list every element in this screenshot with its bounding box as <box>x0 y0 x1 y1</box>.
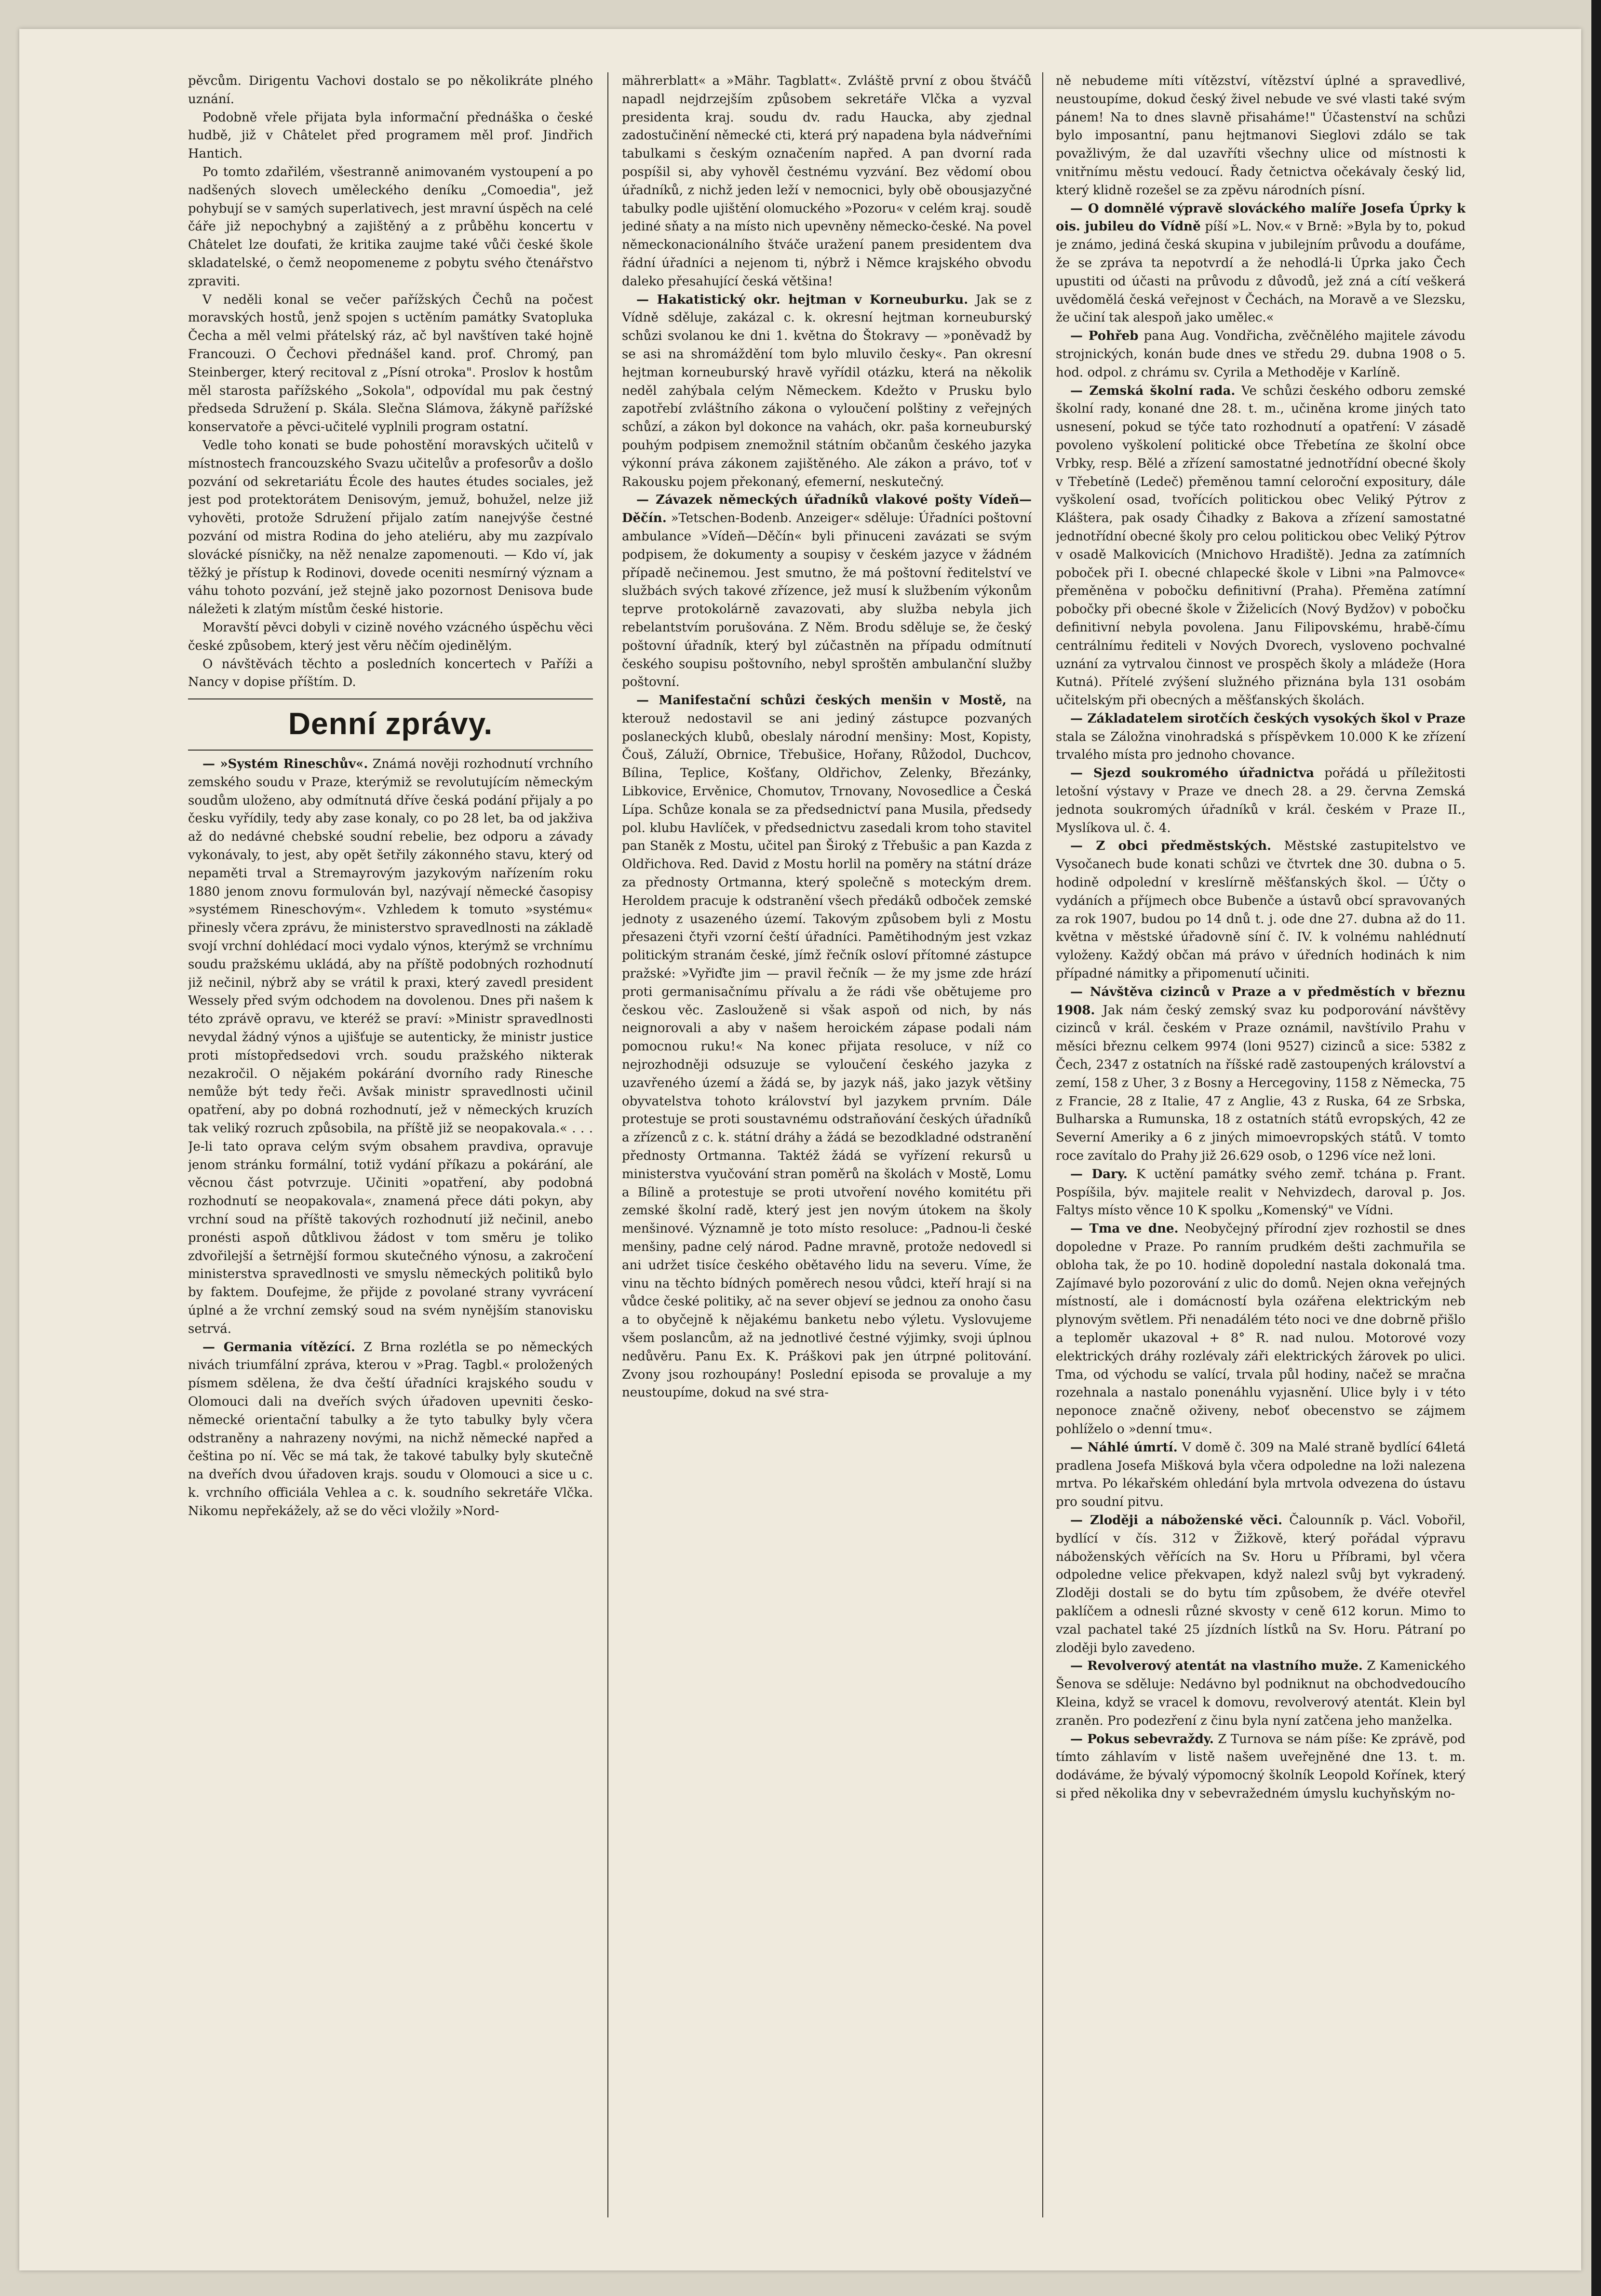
author-signature: D. <box>342 675 356 690</box>
article-body: K uctění památky svého zemř. tchána p. Frant. Pospíšila, býv. majitele realit v Nehvizdech, daroval p. Jos. Faltys místo věnce 10 K spolku „Komenský" ve Vídni. <box>1056 1167 1466 1218</box>
paragraph: V neděli konal se večer pařížských Čechů na počest moravských hostů, jenž spojen s uctěním památky Svatopluka Čecha a měl velmi přátelský ráz, ač byl navštíven také hojně Francouzi. O Čechovi přednášel kand. prof. Chromý, pan Steinberger, který recitoval z „Písní otroka". Proslov k hostům měl starosta pařížského „Sokola", odpovídal mu pak čestný předseda Sdružení p. Skála. Slečna Slámova, žákyně pařížské konservatoře a pěvci-učitelé vyplnili program ostatní. <box>188 292 593 435</box>
article <box>1056 765 1466 837</box>
article <box>188 755 593 1339</box>
article <box>1056 710 1466 765</box>
article-body: píší »L. Nov.« v Brně: »Byla by to, pokud je známo, jediná česká skupina v jubilejním průvodu a doufáme, že se zpráva ta nepotvrdí a že nehodlá-li Úprka jako Čech upustiti od účasti na průvodu z důvodů, jež zná a cítí veškerá uvědomělá česká veřejnost v Čechách, na Moravě a ve Slezsku, že učiní tak alespoň jako umělec.« <box>1056 219 1466 325</box>
binding-edge <box>1591 0 1601 2296</box>
article-body: Z Brna rozlétla se po německých nivách triumfální zpráva, kterou v »Prag. Tagbl.« proložených písmem sdělena, že dva čeští úřadníci krajského soudu v Olomouci dali na dveřích svých úřadoven upevniti česko-německé orientační tabulky a že tyto tabulky byly včera odstraněny a nahrazeny novými, na nichž německé napřed a čeština po ní. Věc se má tak, že takové tabulky byly skutečně na dveřích dvou úřadoven krajs. soudu v Olomouci a sice u c. k. vrchního officiála Vehlea a c. k. soudního sekretáře Vlčka. Nikomu nepřekážely, až se do věci vložily »Nord- <box>188 1340 593 1518</box>
column-divider <box>1042 72 1043 2217</box>
article <box>1056 1657 1466 1730</box>
article <box>1056 200 1466 328</box>
article-title: — Revolverový atentát na vlastního muže. <box>1070 1659 1363 1674</box>
article-body: V domě č. 309 na Malé straně bydlící 64letá pradlena Josefa Mišková byla včera odpoledne na loži nalezena mrtva. Po lékařském ohledání byla mrtvola odvezena do ústavu pro soudní pitvu. <box>1056 1440 1466 1510</box>
article-title: — Z obci předměstských. <box>1070 839 1272 854</box>
article-body: pana Aug. Vondřicha, zvěčnělého majitele závodu strojnických, konán bude dnes ve středu 29. dubna 1908 o 5. hod. odpol. z chrámu sv. Cyrila a Methoděje v Karlíně. <box>1056 329 1466 380</box>
article-title: — Základatelem sirotčích českých vysokých škol v Praze <box>1070 711 1466 726</box>
article-title: — Dary. <box>1070 1167 1128 1182</box>
article-title: — »Systém Rineschův«. <box>202 757 368 772</box>
article-body: Známá nověji rozhodnutí vrchního zemského soudu v Praze, kterýmiž se revolutujícím německým soudům uloženo, aby odmítnutá dříve česká podání přijaly a po česku vyřídily, tedy aby zase konaly, co po 28 let, ba od jakživa až do nedávné chebské soudní rebelie, bez odporu a závady vykonávaly, to jest, aby opět šetřily zákonného stavu, který od nepaměti trval a Stremayrovým jazykovým nařízením roku 1880 jenom znovu formulován byl, nazývají německé časopisy »systémem Rineschovým«. Vzhledem k tomuto »systému« přinesly včera zprávu, že ministerstvo spravedlnosti na základě svojí vrchní dohlédací moci vydalo výnos, kterýmž se vrchnímu soudu pražskému ukládá, aby na příště podobných rozhodnutí již nečinil, nýbrž aby se vrátil k praxi, který zavedl president Wessely před svým odchodem na dovolenou. Dnes při našem k této zprávě opravu, ve kteréž se praví: »Ministr spravedlnosti nevydal žádný výnos a ujišťuje se autenticky, že ministr justice proti místopředsedovi vrch. soudu pražského nikterak nezakročil. O nějakém pokárání dvorního rady Rinesche nemůže být tedy řeči. Avšak ministr spravedlnosti učinil opatření, aby po dobná rozhodnutí, jež v německých kruzích tak veliký rozruch způsobila, na příště již se neopakovala.« . . . Je-li tato oprava celým svým obsahem pravdiva, opravuje jenom stránku formální, totiž vydání příkazu a pokárání, ale věcnou část potvrzuje. Učiniti »opatření, aby podobná rozhodnutí se neopakovala«, znamená přece dáti pokyn, aby vrchní soud na příště takových rozhodnutí již nečinil, anebo pronésti aspoň důtklivou žádost v tom směru je toliko zdvořilejší a šetrnější formou skutečného výnosu, a zakročení ministerstva spravedlnosti ve smyslu německých politiků bylo by faktem. Doufejme, že přijde z povolané strany vyvrácení úplné a že vrchní zemský soud na svém nynějším stanovisku setrvá. <box>188 757 593 1336</box>
article-body: Ve schůzi českého odboru zemské školní rady, konané dne 28. t. m., učiněna krome jiných tato usnesení, pokud se týče tato rozhodnutí a opatření: V zásadě povoleno vyškolení politické obce Třebetína ze školní obce Vrbky, resp. Bělé a zřízení samostatné jednotřídní obecné školy v Třebetíně (Ledeč) přeměnou tamní celoroční expositury, dále vyškolení osad, tvořících politickou obec Veliký Pýtrov z Kláštera, pak osady Čihadky z Bakova a zřízení samostatné jednotřídní obecné školy pro celou politickou obec Veliký Pýtrov v osadě Malkovicích (Mnichovo Hradiště). Jedna za zatímních poboček při I. obecné chlapecké škole v Libni »na Palmovce« přeměněna v pobočku definitivní (Praha). Přeměna zatímní pobočky při obecné škole v Žiželicích (Nový Bydžov) v pobočku definitivní nebyla povolena. Janu Filipovskému, hrabě-čímu centrálnímu řediteli v Nových Dvorech, vysloveno pochvalné uznání za vytrvalou činnost ve prospěch školy a mládeže (Hora Kutná). Přítelé zvýšení služného přiznána byla 131 osobám učitelským při obecných a měšťanských školách. <box>1056 383 1466 708</box>
section-heading: Denní zprávy. <box>288 706 493 741</box>
paragraph: mährerblatt« a »Mähr. Tagblatt«. Zvláště první z obou štváčů napadl nejdrzejším způsobem sekretáře Vlčka a vyzval presidenta kraj. soudu dv. radu Haucka, aby zjednal zadostučinění německé cti, která prý napadena byla nádveřními tabulkami s českým označením napřed. A pan dvorní rada pospíšil si, aby vyhověl čestnému vyzvání. Bez vědomí obou úřadníků, z nichž jeden leží v nemocnici, byly obě obousjazyčné tabulky podle ujištění olomuckého »Pozoru« v celém kraj. soudě jediné sňaty a na místo nich upevněny německo-české. Na povel německonacionálního štváče uražení panem presidentem dva řádní úřadníci a nejenom ti, nýbrž i Němce krajského obvodu daleko přesahující česká většina! <box>622 74 1032 289</box>
paragraph-text: O návštěvách těchto a posledních koncertech v Paříži a Nancy v dopise příštím. <box>188 657 593 690</box>
column-2 <box>622 72 1032 2242</box>
article-title: — Náhlé úmrtí. <box>1070 1440 1178 1455</box>
article-title: — Návštěva cizinců v Praze a v předměstích v březnu 1908. <box>1056 984 1466 1018</box>
article-body: stala se Záložna vinohradská s příspěvkem 10.000 K ke zřízení trvalého místa pro jednoho chovance. <box>1056 729 1466 763</box>
article <box>622 491 1032 692</box>
section-rule <box>188 698 593 699</box>
article-body: Jak se z Vídně sděluje, zakázal c. k. okresní hejtman korneuburský schůzi svolanou ke dni 1. května do Štokravy — »poněvadž by se asi na shromáždění tom bylo mluvilo česky«. Pan okresní hejtman korneuburský hravě vyřídil otázku, která na několik neděl zahýbala celým Německem. Kdežto v Prusku bylo zapotřebí zvláštního zákona o vyloučení polštiny z veřejných schůzí, a zákon byl dokonce na vahách, okr. paša korneuburský pouhým podpisem znemožnil státním občanům českého jazyka výkonní práva zákonem zajištěného. Ale zákon a právo, toť v Rakousku pojem překonaný, efemerní, neskutečný. <box>622 292 1032 489</box>
article-title: — Germania vítězící. <box>202 1340 355 1355</box>
paragraph: Podobně vřele přijata byla informační přednáška o české hudbě, již v Châtelet před programem měl prof. Jindřich Hantich. <box>188 110 593 161</box>
article-body: »Tetschen-Bodenb. Anzeiger« sděluje: Úřadníci poštovní ambulance »Vídeň—Děčín« byli přinuceni zavázati se svým podpisem, že dokumenty a soupisy v českém jazyce v žádném případě nečinemou. Jest smutno, že má poštovní ředitelství ve službách svých takové zřízence, jež musí k službením výkonům teprve protokolárně zavazovati, aby služba nebyla jich rebelantstvím porušována. Z Něm. Brodu sděluje se, že český poštovní úřadník, který byl zúčastněn na případu odmítnutí českého soupisu poštovního, nebyl sproštěn ambulanční služby poštovní. <box>622 511 1032 690</box>
article <box>1056 1220 1466 1439</box>
article-title: — Manifestační schůzi českých menšin v Mostě, <box>636 693 1007 708</box>
article <box>1056 1731 1466 1803</box>
article <box>622 692 1032 1402</box>
article-title: — Sjezd soukromého úřadnictva <box>1070 766 1315 781</box>
article-title: — O domnělé výpravě slováckého malíře Josefa Úprky k ois. jubileu do Vídně <box>1056 201 1466 234</box>
column-3 <box>1056 72 1466 2242</box>
newspaper-page <box>19 29 1581 2270</box>
article <box>1056 837 1466 983</box>
article <box>1056 382 1466 710</box>
article <box>622 291 1032 492</box>
article-body: na kterouž nedostavil se ani jediný zástupce pozvaných poslaneckých klubů, obeslaly národní menšiny: Most, Kopisty, Čouš, Záluží, Obrnice, Třebušice, Hořany, Růžodol, Duchcov, Bílina, Teplice, Košťany, Oldřichov, Zelenky, Březánky, Libkovice, Ervěnice, Chomutov, Trnovany, Novosedlice a Česká Lípa. Schůze konala se za předsednictví pana Musila, předsedy pol. klubu Havlíček, v předsednictvu zasedali krom toho stavitel pan Staněk z Mostu, učitel pan Široký z Třebušic a pan Kazda z Oldřichova. Red. David z Mostu horlil na poměry na státní dráze za přednosty Ortmanna, který společně s moteckým drem. Heroldem pracuje k odstranění všech předáků odboček zemské jednoty z usazeného území. Takovým způsobem byli z Mostu přesazeni čtyři vzorní čeští úřadníci. Pamětihodným jest vzkaz politickým stranám české, jímž řečník osloví přítomné zástupce pražské: »Vyřiďte jim — pravil řečník — že my jsme zde hrází proti germanisačnímu přívalu a že rádi vše obětujeme pro českou věc. Zaslouženě si však aspoň od nich, by nás neignorovali a aby v našem heroickém zápase podali nám pomocnou ruku!« Na konec přijata resoluce, v níž co nejrozhodněji odsuzuje se vyloučení českého jazyka z uzavřeného území a žádá se, by jazyk náš, jako jazyk většiny obyvatelstva tohoto království byl jazykem prvním. Dále protestuje se proti soustavnému odstraňování českých úřadníků a zřízenců z c. k. státní dráhy a žádá se bezodkladné odstranění přednosty Ortmanna. Taktéž žádá se vyřízení rekursů u ministerstva vyučování stran poměrů na školách v Mostě, Lomu a Bílině a protestuje se proti utvoření nového komitétu při zemské školní radě, který jest jen novým útokem na školy menšinové. Významně je toto místo resoluce: „Padnou-li české menšiny, padne celý národ. Padne mravně, protože nedovedl si ani udržet tisíce českého obětavého lidu na severu. Víme, že vinu na těchto bídných poměrech nesou vůdci, kteří hrají si na vůdce české politiky, ač na sever objeví se jednou za onoho času a to obyčejně k nějakému banketu nebo výletu. Vyslovujeme všem poslancům, až na jednotlivé čestné výjimky, svoji úplnou nedůvěru. Panu Ex. K. Práškovi pak jen útrpné politování. Zvony jsou rozhoupány! Poslední episoda se provaluje a my neustoupíme, dokud na své stra- <box>622 693 1032 1400</box>
paragraph: pěvcům. Dirigentu Vachovi dostalo se po několikráte plného uznání. <box>188 74 593 107</box>
paragraph: ně nebudeme míti vítězství, vítězství úplné a spravedlivé, neustoupíme, dokud český živel nebude ve své vlasti také svým pánem! Na to dnes slavně přisaháme!" Účastenství na schůzi bylo imposantní, panu hejtmanovi Sieglovi zdálo se tak považlivým, že dal uzavříti všechny ulice od místnosti k vnitřnímu městu vedoucí. Řady četnictva očekávaly český lid, který klidně rozešel se za zpěvu národních písní. <box>1056 74 1466 198</box>
article-body: Z Turnova se nám píše: Ke zprávě, pod tímto záhlavím v listě našem uveřejněné dne 13. t. m. dodáváme, že bývalý výpomocný školník Leopold Kořínek, který si před několika dny v sebevražedném úmyslu kuchyňským no- <box>1056 1732 1466 1801</box>
column-divider <box>607 72 608 2217</box>
article-body: pořádá u příležitosti letošní výstavy v Praze ve dnech 28. a 29. června Zemská jednota soukromých úřadníků v král. českém v Praze II., Myslíkova ul. č. 4. <box>1056 766 1466 835</box>
article <box>1056 1439 1466 1512</box>
article-title: — Hakatistický okr. hejtman v Korneuburku. <box>636 292 969 307</box>
article-title: — Tma ve dne. <box>1070 1222 1179 1236</box>
column-1 <box>188 72 593 2242</box>
article-body: Městské zastupitelstvo ve Vysočanech bude konati schůzi ve čtvrtek dne 30. dubna o 5. hodině odpolední v kreslírně měšťanských škol. — Účty o vydáních a příjmech obce Bubenče a ústavů obcí spravovaných za rok 1907, budou po 14 dnů t. j. ode dne 27. dubna až do 11. května v městské úřadovně síní č. IV. k volnému nahlédnutí vyloženy. Každý občan má právo v úředních hodinách k nim případné námitky a připomenutí učiniti. <box>1056 839 1466 981</box>
article-body: Čalounník p. Václ. Vobořil, bydlící v čís. 312 v Žižkově, který pořádal výpravu náboženských věřících na Sv. Horu u Příbrami, byl včera odpoledne velice překvapen, když nalezl svůj byt vykradený. Zloději dostali se do bytu tím způsobem, že dvéře otevřel paklíčem a odnesli různé skvosty v ceně 612 korun. Mimo to vzal pachatel také 25 jízdních lístků na Sv. Horu. Pátraní po zloději bylo zavedeno. <box>1056 1513 1466 1655</box>
article-body: Jak nám český zemský svaz ku podporování návštěvy cizinců v král. českém v Praze oznámil, navštívilo Prahu v měsíci březnu celkem 9974 (loni 9527) cizinců a sice: 5382 z Čech, 2347 z ostatních na říšské radě zastoupených království a zemí, 158 z Uher, 3 z Bosny a Hercegoviny, 1158 z Německa, 75 z Francie, 28 z Italie, 47 z Anglie, 43 z Ruska, 64 ze Srbska, Bulharska a Rumunska, 18 z ostatních států evropských, 42 ze Severní Ameriky a 6 z jiných mimoevropských států. V tomto roce zavítalo do Prahy již 26.629 osob, o 1296 více než loni. <box>1056 1003 1466 1164</box>
article-title: — Zemská školní rada. <box>1070 383 1236 398</box>
article <box>1056 1166 1466 1220</box>
article <box>1056 1512 1466 1657</box>
article-body: Neobyčejný přírodní zjev rozhostil se dnes dopoledne v Praze. Po ranním prudkém dešti zachmuřila se obloha tak, že po 10. hodině dopolední nastala dokonalá tma. Zajímavé bylo pozorování z ulic do domů. Nejen okna veřejných místností, ale i domácností byla ozářena elektrickým neb plynovým světlem. Při nenadálém této noci ve dne dobrně přišlo a teploměr ukazoval + 8° R. nad nulou. Motorové vozy elektrických dráhy rozlévaly záři elektrických žárovek po ulici. Tma, od východu se valící, trvala půl hodiny, načež se mračna rozehnala a nastalo ponenáhlu vyjasnění. Ulice byly i v této neponoce značně oživeny, neboť obecenstvo se zájmem pohlíželo o »denní tmu«. <box>1056 1222 1466 1437</box>
paragraph: Moravští pěvci dobyli v cizině nového vzácného úspěchu věci české způsobem, který jest věru něčím ojedinělým. <box>188 620 593 653</box>
section-rule <box>188 750 593 751</box>
article-body: Z Kamenického Šenova se sděluje: Nedávno byl podniknut na obchodvedoucího Kleina, když se vracel k domovu, revolverový atentát. Klein byl zraněn. Pro podezření z činu byla nyní zatčena jeho manželka. <box>1056 1659 1466 1728</box>
paragraph: Vedle toho konati se bude pohostění moravských učitelů v místnostech francouzského Svazu učitelův a profesorův a došlo pozvání od sekretariátu École des hautes études sociales, jež jest pod protektorátem Denisovým, jemuž, bohužel, nelze již vyhověti, protože Sdružení přijalo zatím nanejvýše čestné pozvání od mistra Rodina do jeho ateliéru, aby mu zazpívalo slovácké písničky, na něž nenalze zapomenouti. — Kdo ví, jak těžký je přístup k Rodinovi, dovede oceniti nesmírný význam a váhu tohoto pozvání, jež stejně jako pozornost Denisova bude náležeti k zlatým místům české historie. <box>188 438 593 617</box>
paragraph: Po tomto zdařilém, všestranně animovaném vystoupení a po nadšených slovech uměleckého deníku „Comoedia", jež pohybují se v samých superlativech, jest mravní úspěch na celé čáře již nepochybný a zajištěný a z průběhu koncertu v Châtelet lze doufati, že kritika zaujme také vůči české škole skladatelské, o čemž neopomeneme z pobytu svého čtenářstvo zpraviti. <box>188 164 593 289</box>
article <box>1056 983 1466 1166</box>
article-title: — Závazek německých úřadníků vlakové pošty Vídeň—Děčín. <box>622 493 1032 526</box>
paragraph <box>188 656 593 692</box>
article-title: — Pokus sebevraždy. <box>1070 1732 1214 1746</box>
article <box>1056 327 1466 382</box>
article <box>188 1339 593 1521</box>
article-title: — Pohřeb <box>1070 329 1139 344</box>
article-title: — Zloději a náboženské věci. <box>1070 1513 1282 1528</box>
